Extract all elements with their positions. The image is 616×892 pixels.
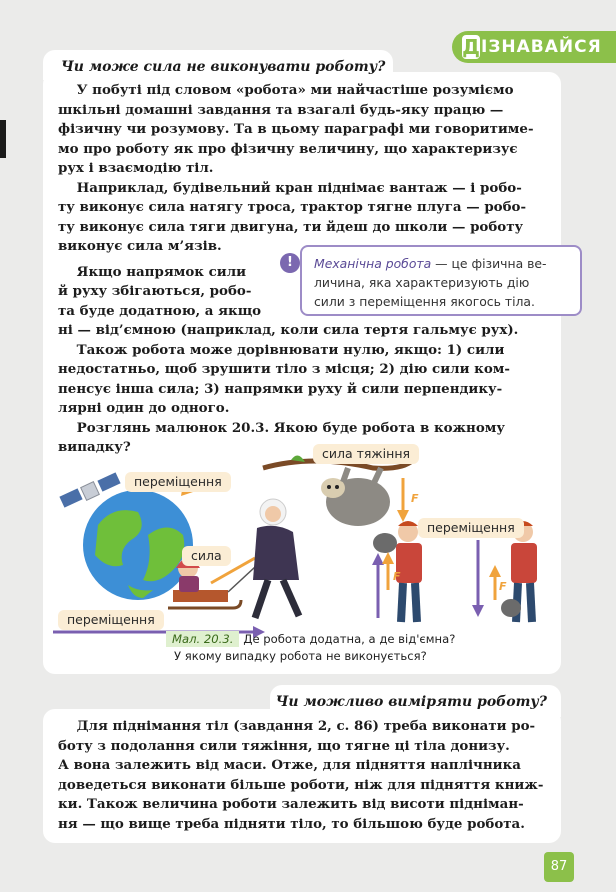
text-line: доведеться виконати більше роботи, ніж для підняття книж-	[58, 776, 544, 793]
text-line: ту виконує сила натягу троса, трактор тягне плуга — робо-	[58, 199, 527, 215]
text-line: рух і взаємодію тіл.	[58, 160, 214, 176]
text-line: Для піднімання тіл (завдання 2, с. 86) треба виконати ро-	[58, 718, 536, 734]
section2-heading-text: Чи можливо виміряти роботу?	[275, 694, 547, 710]
force-symbol-1: F	[411, 492, 419, 505]
force-symbol-2: F	[393, 570, 401, 583]
definition-line-3: сили з переміщення якогось тіла.	[314, 294, 535, 309]
text-line: лярні один до одного.	[58, 400, 230, 416]
label-force: сила	[182, 546, 231, 566]
banner-text: ІЗНАВАЙСЯ	[481, 37, 602, 57]
label-gravity: сила тяжіння	[313, 444, 419, 464]
text-line: ня — що вище треба підняти тіло, то більшою буде робота.	[58, 815, 525, 832]
section1-heading-text: Чи може сила не виконувати роботу?	[61, 59, 386, 75]
text-line: У побуті під словом «робота» ми найчастіше розуміємо	[58, 82, 514, 98]
section-banner	[452, 31, 616, 63]
caption-line-2: У якому випадку робота не виконується?	[174, 649, 427, 663]
force-symbol-3: F	[499, 580, 507, 593]
caption-line-1-text: Де робота додатна, а де від'ємна?	[243, 632, 456, 646]
text-line: Розглянь малюнок 20.3. Якою буде робота в кожному	[58, 419, 505, 436]
text-line: Якщо напрямок сили	[58, 263, 247, 280]
section1-text-short	[58, 263, 261, 322]
definition-term: Механічна робота	[314, 256, 432, 271]
text-line: шкільні домашні завдання та взагалі будь-яку працю —	[58, 101, 504, 118]
section1-text-rest	[58, 321, 518, 458]
text-line: ту виконує сила тяги двигуна, ти йдеш до школи — роботу	[58, 218, 524, 235]
text-line: й руху збігаються, робо-	[58, 283, 252, 299]
caption-number: Мал. 20.3.	[166, 631, 239, 647]
earth-icon	[83, 490, 193, 600]
definition-line-1-rest: — це фізична ве-	[431, 256, 547, 271]
label-displacement-top: переміщення	[125, 472, 231, 492]
text-line: ки. Також величина роботи залежить від висоти підніман-	[58, 796, 524, 812]
text-line: пенсує інша сила; 3) напрямки руху й сили перпендику-	[58, 380, 503, 397]
left-edge-mark	[0, 120, 6, 158]
definition-box	[300, 245, 582, 316]
text-line: А вона залежить від маси. Отже, для підняття наплічника	[58, 757, 521, 773]
definition-line-2: личина, яка характеризують дію	[314, 275, 530, 290]
figure-caption	[166, 631, 455, 665]
text-line: Наприклад, будівельний кран піднімає вантаж — і робо-	[58, 179, 522, 196]
text-line: Також робота може дорівнювати нулю, якщо: 1) сили	[58, 341, 505, 358]
section2-heading	[270, 685, 561, 717]
walking-person-icon	[253, 499, 299, 618]
label-displacement-right: переміщення	[418, 518, 524, 538]
caption-line-1	[166, 631, 455, 648]
banner-initial: Д	[462, 35, 480, 59]
text-line: боту з подолання сили тяжіння, що тягне ці тіла донизу.	[58, 737, 510, 754]
section1-text-full	[58, 81, 534, 257]
text-line: фізичну чи розумову. Та в цьому параграфі ми говоритиме-	[58, 121, 534, 137]
text-line: випадку?	[58, 439, 131, 455]
text-line: недостатньо, щоб зрушити тіло з місця; 2) дію сили ком-	[58, 361, 510, 377]
page-number: 87	[544, 852, 574, 882]
label-displacement-bottom: переміщення	[58, 610, 164, 630]
text-line: ні — від’ємною (наприклад, коли сила тертя гальмує рух).	[58, 322, 519, 338]
section2-text	[58, 717, 543, 834]
exclamation-icon: !	[280, 253, 300, 273]
text-line: мо про роботу як про фізичну величину, що характеризує	[58, 140, 518, 157]
section1-heading	[43, 50, 393, 80]
text-line: та буде додатною, а якщо	[58, 302, 262, 319]
definition-line-1	[314, 254, 568, 273]
text-line: виконує сила м’язів.	[58, 238, 222, 254]
